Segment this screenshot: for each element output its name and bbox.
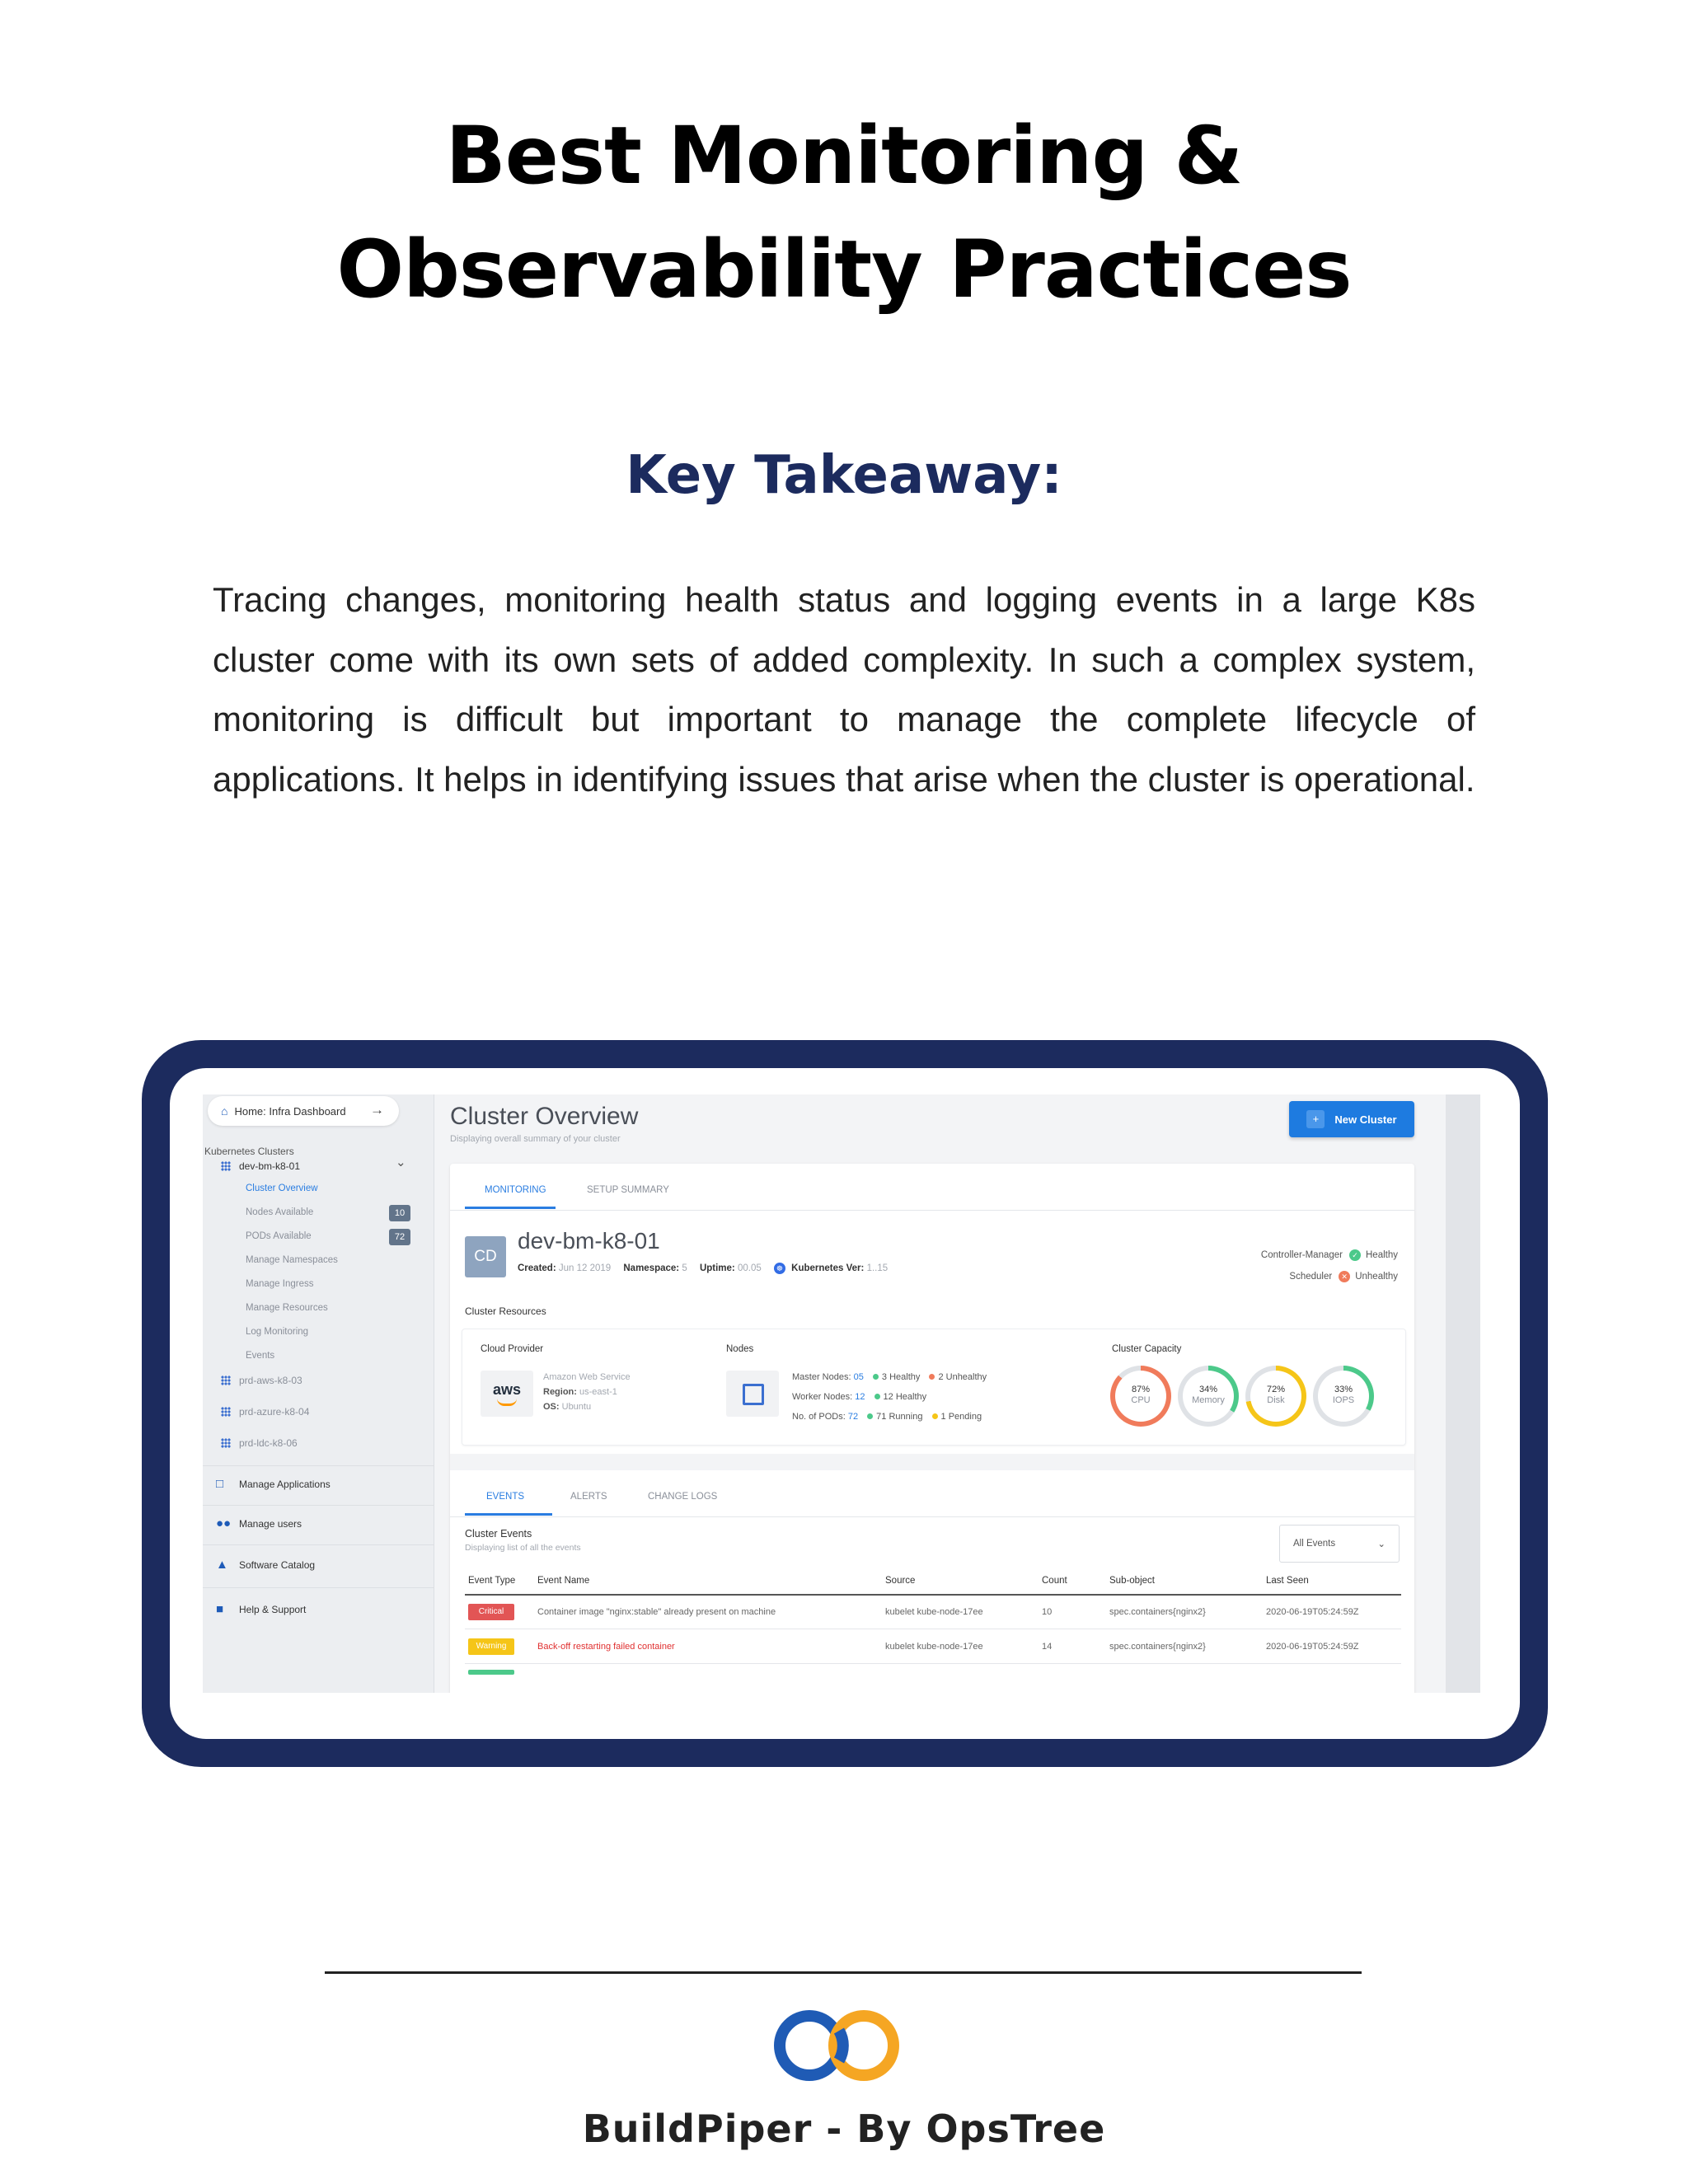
- sidebar-item-manage-namespaces[interactable]: Manage Namespaces: [246, 1255, 338, 1265]
- logo-overlap: [839, 2031, 843, 2060]
- event-type-badge: Critical: [468, 1604, 514, 1620]
- event-type-badge-partial: [468, 1670, 514, 1675]
- scrollbar[interactable]: [1446, 1094, 1480, 1693]
- buildpiper-logo-icon: [767, 2003, 907, 2088]
- scheduler-label: Scheduler: [1289, 1272, 1333, 1282]
- sidebar-nav-label: Help & Support: [239, 1603, 307, 1615]
- cluster-meta: [518, 1263, 898, 1274]
- sidebar-section-heading: Kubernetes Clusters: [204, 1146, 294, 1157]
- gauge-value: 72%: [1266, 1385, 1286, 1394]
- key-takeaway-heading: Key Takeaway:: [626, 445, 1062, 506]
- gauge-center: [1250, 1371, 1301, 1422]
- uptime-value: 00.05: [737, 1263, 762, 1274]
- scheduler-status: Unhealthy: [1355, 1272, 1398, 1282]
- sidebar-item-manage-ingress[interactable]: Manage Ingress: [246, 1279, 314, 1289]
- page-title-line-2: Observability Practices: [336, 223, 1352, 316]
- node-icon: [726, 1371, 779, 1417]
- footer-brand: BuildPiper - By OpsTree: [582, 2107, 1106, 2151]
- sidebar-item-software-catalog[interactable]: [216, 1558, 315, 1572]
- sidebar-cluster-label: prd-aws-k8-03: [239, 1375, 302, 1386]
- cloud-provider-heading: Cloud Provider: [481, 1344, 544, 1354]
- pods-label: No. of PODs:: [792, 1412, 846, 1422]
- gauge-value: 33%: [1334, 1385, 1353, 1394]
- sidebar-cluster-label: prd-azure-k8-04: [239, 1406, 310, 1418]
- k8s-value: 1..15: [866, 1263, 889, 1274]
- memory-gauge: [1178, 1366, 1239, 1427]
- worker-healthy: 12 Healthy: [883, 1392, 927, 1402]
- new-cluster-button[interactable]: [1289, 1101, 1414, 1137]
- cluster-overview-subtitle: Displaying overall summary of your cluster: [450, 1134, 621, 1144]
- tab-alerts[interactable]: ALERTS: [570, 1492, 607, 1502]
- event-source: kubelet kube-node-17ee: [885, 1642, 983, 1652]
- cluster-card: [450, 1164, 1414, 1693]
- provider-name: Amazon Web Service: [543, 1372, 631, 1382]
- event-count: 14: [1042, 1642, 1053, 1652]
- sidebar-item-cluster-overview[interactable]: Cluster Overview: [246, 1183, 318, 1193]
- monitor-icon: □: [216, 1477, 224, 1491]
- uptime-label: Uptime:: [699, 1263, 735, 1274]
- event-subobject: spec.containers{nginx2}: [1109, 1642, 1206, 1652]
- event-filter-value: All Events: [1293, 1539, 1336, 1549]
- help-doc-icon: ■: [216, 1602, 224, 1616]
- event-name: Container image "nginx:stable" already present on machine: [537, 1607, 776, 1617]
- basket-icon: ▲: [216, 1558, 228, 1572]
- footer-divider: [325, 1971, 1362, 1974]
- tab-divider: [450, 1516, 1414, 1517]
- sidebar-item-manage-resources[interactable]: Manage Resources: [246, 1303, 328, 1313]
- event-filter-select[interactable]: [1279, 1525, 1400, 1563]
- healthy-dot-icon: [873, 1374, 879, 1380]
- gauge-value: 34%: [1198, 1385, 1218, 1394]
- cloud-region: [543, 1387, 617, 1397]
- master-nodes-row: [792, 1372, 987, 1382]
- screenshot-frame-inner: [170, 1068, 1520, 1739]
- sidebar-divider: [203, 1587, 434, 1588]
- page-title: [0, 99, 1688, 326]
- cluster-events-title: Cluster Events: [465, 1528, 532, 1540]
- sidebar-cluster-label: dev-bm-k8-01: [239, 1160, 301, 1172]
- scheduler-status: [1289, 1271, 1398, 1282]
- users-icon: ●●: [216, 1516, 232, 1530]
- sidebar-cluster-active[interactable]: [221, 1160, 300, 1172]
- controller-manager-status: [1261, 1249, 1398, 1261]
- column-header-sub-object[interactable]: Sub-object: [1109, 1576, 1155, 1586]
- gauge-label: CPU: [1131, 1395, 1151, 1405]
- sidebar-item-log-monitoring[interactable]: Log Monitoring: [246, 1327, 309, 1337]
- tab-setup-summary[interactable]: SETUP SUMMARY: [587, 1185, 669, 1195]
- sidebar-item-manage-applications[interactable]: [216, 1477, 331, 1491]
- sidebar-item-events[interactable]: Events: [246, 1351, 275, 1361]
- controller-status: Healthy: [1366, 1250, 1398, 1260]
- worker-nodes-row: [792, 1392, 926, 1402]
- grid-icon: [221, 1376, 231, 1385]
- event-type-badge: Warning: [468, 1638, 514, 1655]
- grid-icon: [221, 1407, 231, 1417]
- cluster-resources-panel: [462, 1329, 1406, 1446]
- kubernetes-icon: ☸: [774, 1263, 785, 1274]
- cluster-capacity-heading: Cluster Capacity: [1112, 1344, 1182, 1354]
- gauge-label: IOPS: [1332, 1395, 1355, 1405]
- tab-active-indicator: [465, 1207, 556, 1209]
- master-label: Master Nodes:: [792, 1372, 851, 1382]
- plus-icon: +: [1306, 1110, 1325, 1128]
- home-breadcrumb[interactable]: [208, 1096, 399, 1126]
- new-cluster-label: New Cluster: [1334, 1113, 1397, 1126]
- healthy-dot-icon: [874, 1394, 880, 1399]
- chevron-down-icon[interactable]: ⌄: [396, 1155, 406, 1169]
- master-healthy: 3 Healthy: [881, 1372, 921, 1382]
- cluster-resources-label: Cluster Resources: [465, 1305, 546, 1317]
- created-value: Jun 12 2019: [558, 1263, 612, 1274]
- master-value: 05: [853, 1372, 864, 1382]
- disk-gauge: [1245, 1366, 1306, 1427]
- cloud-os: [543, 1402, 591, 1412]
- sidebar-cluster-prd-ldc[interactable]: [221, 1437, 298, 1449]
- section-gap: [450, 1454, 1414, 1470]
- namespace-value: 5: [682, 1263, 687, 1274]
- arrow-right-icon[interactable]: →: [370, 1102, 384, 1118]
- worker-label: Worker Nodes:: [792, 1392, 853, 1402]
- tab-monitoring[interactable]: MONITORING: [485, 1185, 546, 1195]
- cloud-provider-name: [543, 1372, 631, 1382]
- column-header-source[interactable]: Source: [885, 1576, 916, 1586]
- gauge-label: Disk: [1267, 1395, 1285, 1405]
- sidebar-nav-label: Manage users: [239, 1517, 302, 1530]
- tab-divider: [450, 1210, 1414, 1211]
- os-value: Ubuntu: [561, 1402, 592, 1412]
- event-subobject: spec.containers{nginx2}: [1109, 1607, 1206, 1617]
- column-header-last-seen[interactable]: Last Seen: [1266, 1576, 1309, 1586]
- key-takeaway-body: Tracing changes, monitoring health status and logging events in a large K8s cluster come with its own sets of added complexity. In such a complex system, monitoring is difficult but important to manage the complete lifecycle of applications. It helps in identifying issues that arise when the cluster is operational.: [213, 580, 1475, 799]
- check-icon: ✓: [1349, 1249, 1361, 1261]
- table-header-line: [465, 1594, 1401, 1596]
- cluster-overview-title: Cluster Overview: [450, 1103, 639, 1130]
- pods-value: 72: [847, 1412, 859, 1422]
- cluster-avatar: CD: [465, 1236, 506, 1277]
- screenshot-frame: [142, 1040, 1548, 1767]
- pods-running: 71 Running: [876, 1412, 923, 1422]
- os-label: OS:: [543, 1402, 560, 1412]
- column-header-count[interactable]: Count: [1042, 1576, 1067, 1586]
- grid-icon: [221, 1438, 231, 1448]
- iops-gauge: [1313, 1366, 1374, 1427]
- pods-row: [792, 1412, 982, 1422]
- sidebar-divider: [203, 1505, 434, 1506]
- home-icon: ⌂: [221, 1104, 228, 1118]
- gauge-center: [1318, 1371, 1369, 1422]
- pending-dot-icon: [932, 1413, 938, 1419]
- event-last-seen: 2020-06-19T05:24:59Z: [1266, 1607, 1359, 1617]
- namespace-label: Namespace:: [623, 1263, 680, 1274]
- home-label: Home: Infra Dashboard: [234, 1104, 346, 1118]
- nodes-heading: Nodes: [726, 1344, 754, 1354]
- tab-change-logs[interactable]: CHANGE LOGS: [648, 1492, 718, 1502]
- aws-logo: aws: [481, 1371, 533, 1417]
- column-header-event-type[interactable]: Event Type: [468, 1576, 516, 1586]
- sidebar-item-help-support[interactable]: [216, 1602, 306, 1616]
- page-title-line-1: Best Monitoring &: [445, 110, 1243, 202]
- grid-icon: [221, 1161, 231, 1171]
- event-count: 10: [1042, 1607, 1053, 1617]
- sidebar-item-manage-users[interactable]: [216, 1516, 302, 1530]
- tab-events[interactable]: EVENTS: [486, 1492, 525, 1502]
- chevron-down-icon: ⌄: [1377, 1540, 1386, 1549]
- sidebar-item-nodes-available[interactable]: Nodes Available: [246, 1207, 314, 1217]
- master-unhealthy: 2 Unhealthy: [938, 1372, 987, 1382]
- pods-count-badge: 72: [389, 1229, 410, 1245]
- error-icon: ✕: [1339, 1271, 1350, 1282]
- region-label: Region:: [543, 1387, 577, 1397]
- gauge-center: [1183, 1371, 1234, 1422]
- controller-label: Controller-Manager: [1260, 1250, 1343, 1260]
- nodes-count-badge: 10: [389, 1205, 410, 1221]
- worker-value: 12: [855, 1392, 865, 1402]
- gauge-center: [1115, 1371, 1166, 1422]
- running-dot-icon: [867, 1413, 873, 1419]
- column-header-event-name[interactable]: Event Name: [537, 1576, 590, 1586]
- row-divider: [465, 1663, 1401, 1664]
- gauge-value: 87%: [1131, 1385, 1151, 1394]
- tab-active-indicator: [465, 1513, 552, 1516]
- cluster-name: dev-bm-k8-01: [518, 1228, 660, 1254]
- sidebar-nav-label: Manage Applications: [239, 1478, 331, 1490]
- event-last-seen: 2020-06-19T05:24:59Z: [1266, 1642, 1359, 1652]
- k8s-label: Kubernetes Ver:: [791, 1263, 865, 1274]
- sidebar-divider: [203, 1465, 434, 1466]
- sidebar-divider: [203, 1544, 434, 1545]
- dashboard-screenshot: [203, 1094, 1480, 1693]
- sidebar-cluster-label: prd-ldc-k8-06: [239, 1437, 298, 1449]
- gauge-label: Memory: [1192, 1395, 1225, 1405]
- sidebar-item-pods-available[interactable]: PODs Available: [246, 1231, 312, 1241]
- cluster-events-subtitle: Displaying list of all the events: [465, 1543, 581, 1553]
- sidebar-nav-label: Software Catalog: [239, 1558, 316, 1571]
- pods-pending: 1 Pending: [940, 1412, 982, 1422]
- event-source: kubelet kube-node-17ee: [885, 1607, 983, 1617]
- sidebar-cluster-prd-aws[interactable]: [221, 1375, 302, 1386]
- unhealthy-dot-icon: [929, 1374, 935, 1380]
- created-label: Created:: [518, 1263, 556, 1274]
- sidebar-cluster-prd-azure[interactable]: [221, 1406, 309, 1418]
- sidebar: [203, 1094, 434, 1693]
- event-name: Back-off restarting failed container: [537, 1642, 675, 1652]
- cpu-gauge: [1110, 1366, 1171, 1427]
- region-value: us-east-1: [579, 1387, 617, 1397]
